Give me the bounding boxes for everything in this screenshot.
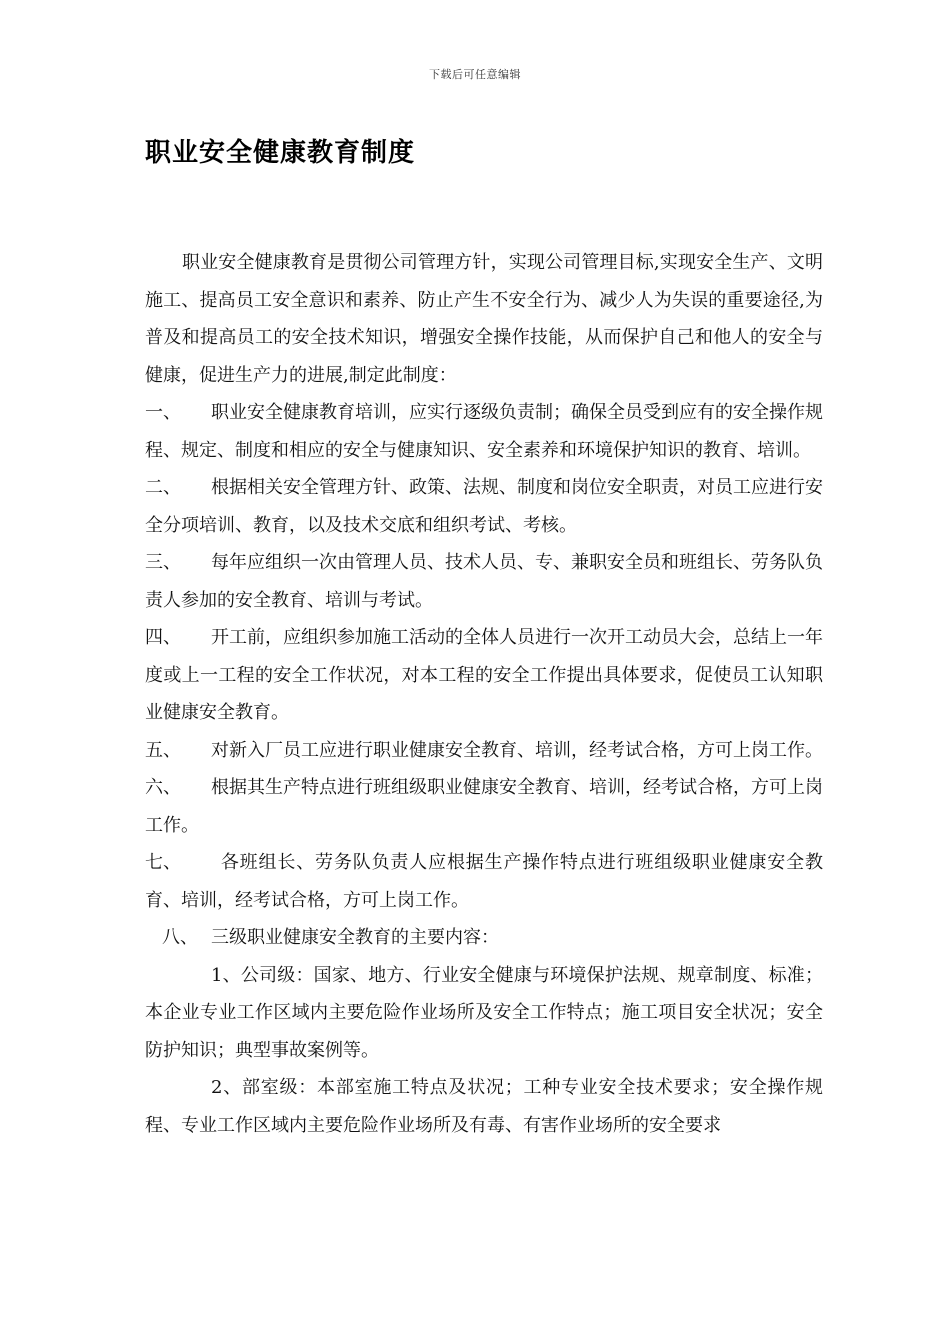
header-note: 下载后可任意编辑 <box>429 68 521 81</box>
page-title: 职业安全健康教育制度 <box>145 138 416 168</box>
item-number: 五、 <box>145 739 181 761</box>
item-number: 四、 <box>145 627 181 648</box>
item-number: 一、 <box>145 402 181 423</box>
intro-paragraph: 职业安全健康教育是贯彻公司管理方针，实现公司管理目标,实现安全生产、文明施工、提高员工安全意识和素养、防止产生不安全行为、减少人为失误的重要途径,为普及和提高员工的安全技术知识，增强安全操作技能，从而保护自己和他人的安全与健康，促进生产力的进展,制定此制度： <box>145 252 823 386</box>
item-number: 三、 <box>145 552 181 573</box>
item-text: 开工前，应组织参加施工活动的全体人员进行一次开工动员大会，总结上一年度或上一工程的安全工作状况，对本工程的安全工作提出具体要求，促使员工认知职业健康安全教育。 <box>145 627 823 723</box>
item-text: 根据相关安全管理方针、政策、法规、制度和岗位安全职责，对员工应进行安全分项培训、教育，以及技术交底和组织考试、考核。 <box>145 477 823 536</box>
item-text: 根据其生产特点进行班组级职业健康安全教育、培训，经考试合格，方可上岗工作。 <box>145 777 823 836</box>
item-text: 各班组长、劳务队负责人应根据生产操作特点进行班组级职业健康安全教育、培训，经考试合格，方可上岗工作。 <box>145 852 823 911</box>
item-number: 六、 <box>145 777 181 798</box>
sub-item: 2、部室级：本部室施工特点及状况；工种专业安全技术要求；安全操作规程、专业工作区域内主要危险作业场所及有毒、有害作业场所的安全要求 <box>145 1077 823 1136</box>
document-body <box>145 244 823 1144</box>
item-text: 对新入厂员工应进行职业健康安全教育、培训，经考试合格，方可上岗工作。 <box>211 739 823 761</box>
list-item <box>145 769 823 844</box>
list-item <box>145 544 823 619</box>
list-item <box>145 619 823 732</box>
item-number: 七、 <box>145 852 181 873</box>
item-number: 二、 <box>145 477 181 498</box>
item-text: 每年应组织一次由管理人员、技术人员、专、兼职安全员和班组长、劳务队负责人参加的安全教育、培训与考试。 <box>145 552 823 611</box>
list-item <box>145 469 823 544</box>
list-item <box>145 919 823 957</box>
list-item <box>145 394 823 469</box>
item-text: 三级职业健康安全教育的主要内容： <box>211 927 499 948</box>
item-text: 职业安全健康教育培训，应实行逐级负责制；确保全员受到应有的安全操作规程、规定、制度和相应的安全与健康知识、安全素养和环境保护知识的教育、培训。 <box>145 402 823 461</box>
item-number: 八、 <box>162 927 198 948</box>
list-item <box>145 732 823 770</box>
list-item <box>145 844 823 919</box>
sub-item: 1、公司级：国家、地方、行业安全健康与环境保护法规、规章制度、标准；本企业专业工作区域内主要危险作业场所及安全工作特点；施工项目安全状况；安全防护知识；典型事故案例等。 <box>145 964 823 1061</box>
